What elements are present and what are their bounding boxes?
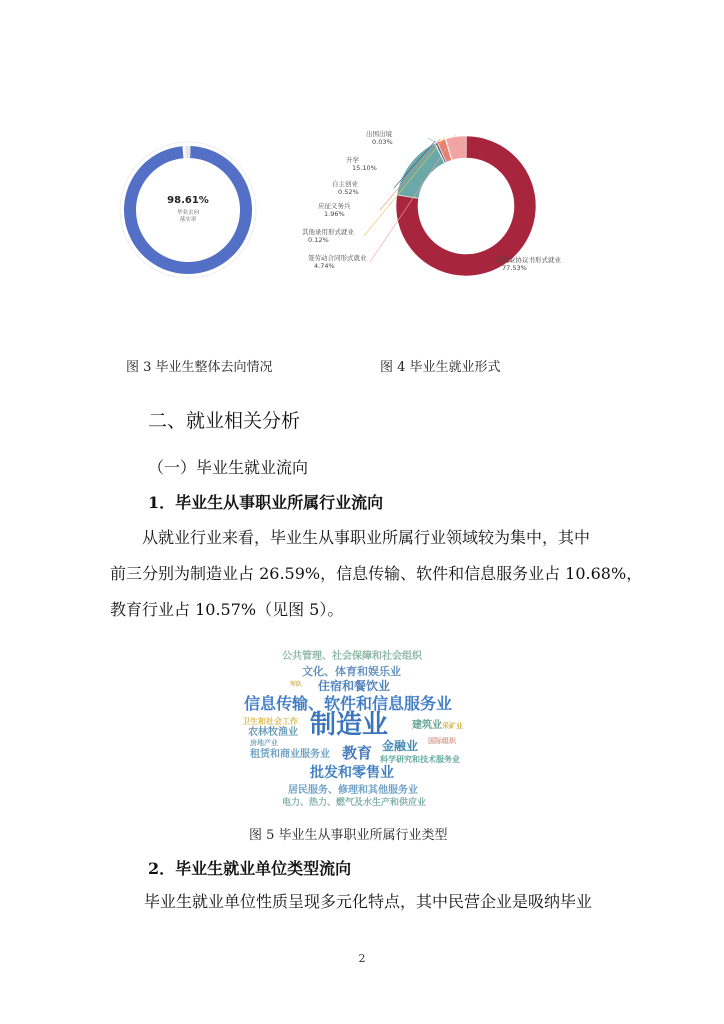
paragraph-2-line-1: 毕业生就业单位性质呈现多元化特点，其中民营企业是吸纳毕业 bbox=[144, 892, 593, 911]
donut-2-value-label-3: 0.52% bbox=[338, 188, 359, 196]
figure-3-chart bbox=[112, 134, 264, 286]
word-resident-services: 居民服务、修理和其他服务业 bbox=[288, 785, 418, 796]
word-leasing-business: 租赁和商业服务业 bbox=[250, 749, 330, 760]
subsection-heading: （一）毕业生就业流向 bbox=[148, 458, 309, 477]
donut-2-value-label-2: 0.03% bbox=[372, 138, 393, 146]
donut-2-value-label-1: 15.10% bbox=[352, 164, 377, 172]
donut-2-value-label-6: 4.74% bbox=[314, 262, 335, 270]
figure-4-chart bbox=[296, 124, 608, 304]
donut-2-value-label-5: 0.12% bbox=[308, 236, 329, 244]
figure-5-caption: 图 5 毕业生从事职业所属行业类型 bbox=[249, 828, 448, 843]
figure-5-word-cloud bbox=[236, 646, 486, 812]
donut-2-category-label-2: 出国出境 bbox=[366, 130, 392, 138]
donut-2-category-label-5: 其他录用形式就业 bbox=[302, 228, 354, 236]
word-military: 军队 bbox=[290, 681, 303, 688]
donut-1-center-label-1: 毕业去向 bbox=[176, 210, 200, 216]
word-real-estate: 房地产业 bbox=[250, 739, 278, 747]
donut-1-center-value: 98.61% bbox=[167, 195, 209, 206]
section-heading: 二、就业相关分析 bbox=[148, 410, 301, 432]
donut-2-value-label-0: 77.53% bbox=[502, 264, 527, 272]
word-health-social: 卫生和社会工作 bbox=[242, 717, 298, 726]
paragraph-1-line-2: 前三分别为制造业占 26.59%，信息传输、软件和信息服务业占 10.68%， bbox=[110, 564, 643, 583]
word-international-org: 国际组织 bbox=[428, 737, 456, 745]
word-it-software: 信息传输、软件和信息服务业 bbox=[244, 694, 453, 713]
word-agriculture: 农林牧渔业 bbox=[248, 727, 298, 738]
word-wholesale-retail: 批发和零售业 bbox=[310, 765, 394, 781]
word-utilities: 电力、热力、燃气及水生产和供应业 bbox=[282, 798, 427, 808]
word-construction: 建筑业 bbox=[412, 720, 442, 731]
donut-2-category-label-4: 应征义务兵 bbox=[318, 202, 351, 210]
donut-2-category-label-1: 升学 bbox=[346, 156, 359, 164]
word-culture-sports: 文化、体育和娱乐业 bbox=[302, 665, 401, 678]
word-mining: 采矿业 bbox=[442, 722, 463, 730]
donut-1-slice-rest bbox=[185, 146, 191, 158]
donut-2-category-label-3: 自主创业 bbox=[332, 180, 358, 188]
figure-3-caption: 图 3 毕业生整体去向情况 bbox=[126, 360, 273, 375]
donut-2-value-label-4: 1.96% bbox=[324, 210, 345, 218]
word-education: 教育 bbox=[342, 744, 373, 762]
item-heading-1: 1．毕业生从事职业所属行业流向 bbox=[148, 493, 384, 512]
donut-2-slice-1 bbox=[397, 143, 445, 198]
donut-2-category-label-6: 签劳动合同形式就业 bbox=[308, 254, 367, 262]
paragraph-1-line-1: 从就业行业来看，毕业生从事职业所属行业领域较为集中，其中 bbox=[142, 528, 591, 547]
donut-1-center-label-2: 落实率 bbox=[179, 217, 197, 223]
donut-2-leader-2 bbox=[428, 138, 434, 141]
word-finance: 金融业 bbox=[382, 739, 419, 753]
donut-chart-1 bbox=[112, 134, 264, 286]
word-public-admin: 公共管理、社会保障和社会组织 bbox=[282, 651, 422, 662]
figure-4-caption: 图 4 毕业生就业形式 bbox=[380, 360, 501, 375]
item-heading-2: 2．毕业生就业单位类型流向 bbox=[148, 859, 352, 878]
word-manufacturing: 制造业 bbox=[310, 710, 389, 740]
donut-2-category-label-0: 签就业协议书形式就业 bbox=[496, 256, 561, 264]
page-number: 2 bbox=[358, 952, 366, 965]
word-science-tech: 科学研究和技术服务业 bbox=[380, 755, 460, 764]
word-hospitality: 住宿和餐饮业 bbox=[318, 679, 391, 693]
paragraph-1-line-3: 教育行业占 10.57%（见图 5）。 bbox=[110, 600, 344, 619]
donut-chart-2 bbox=[296, 124, 608, 304]
